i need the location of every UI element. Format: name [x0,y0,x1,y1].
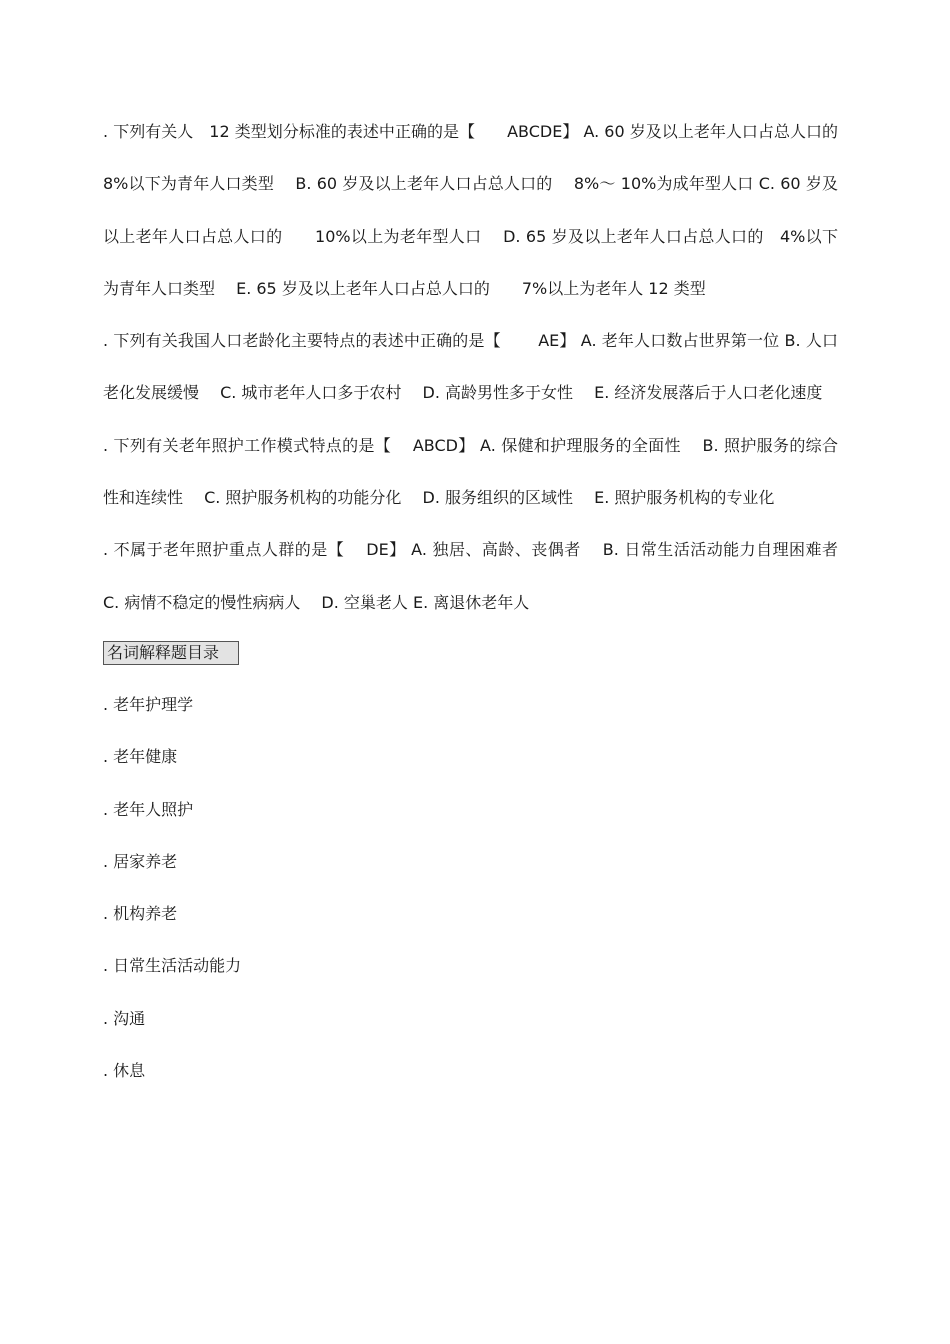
question-paragraph: . 下列有关我国人口老龄化主要特点的表述中正确的是【 AE】 A. 老年人口数占世界第一位 B. 人口老化发展缓慢 C. 城市老年人口多于农村 D. 高龄男性多于女性 E. 经济发展落后于人口老化速度 [103,331,838,403]
term-item: . 沟通 [103,1008,146,1028]
term-item: . 居家养老 [103,851,178,871]
term-item: . 老年健康 [103,747,178,767]
document-page [103,106,855,1097]
term-item: . 日常生活活动能力 [103,956,242,976]
question-paragraph: . 下列有关人 12 类型划分标准的表述中正确的是【 ABCDE】 A. 60 岁及以上老年人口占总人口的 8%以下为青年人口类型 B. 60 岁及以上老年人口占总人口的 8%～ 10%为成年型人口 C. 60 岁及以上老年人口占总人口的 10%以上为老年型人口 D. 65 岁及以上老年人口占总人口的 4%以下为青年人口类型 E. 65 岁及以上老年人口占总人口的 7%以上为老年人 12 类型 [103,122,855,298]
question-paragraph: . 下列有关老年照护工作模式特点的是【 ABCD】 A. 保健和护理服务的全面性 B. 照护服务的综合性和连续性 C. 照护服务机构的功能分化 D. 服务组织的区域性 E. 照护服务机构的专业化 [103,435,838,508]
question-paragraph: . 不属于老年照护重点人群的是【 DE】 A. 独居、高龄、丧偶者 B. 日常生活活动能力自理困难者 C. 病情不稳定的慢性病病人 D. 空巢老人 E. 离退休老年人 [103,540,838,612]
term-item: . 机构养老 [103,904,178,924]
term-item: . 老年护理学 [103,694,194,714]
section-title-box: 名词解释题目录 [103,641,239,665]
term-item: . 老年人照护 [103,799,194,819]
term-item: . 休息 [103,1061,146,1081]
